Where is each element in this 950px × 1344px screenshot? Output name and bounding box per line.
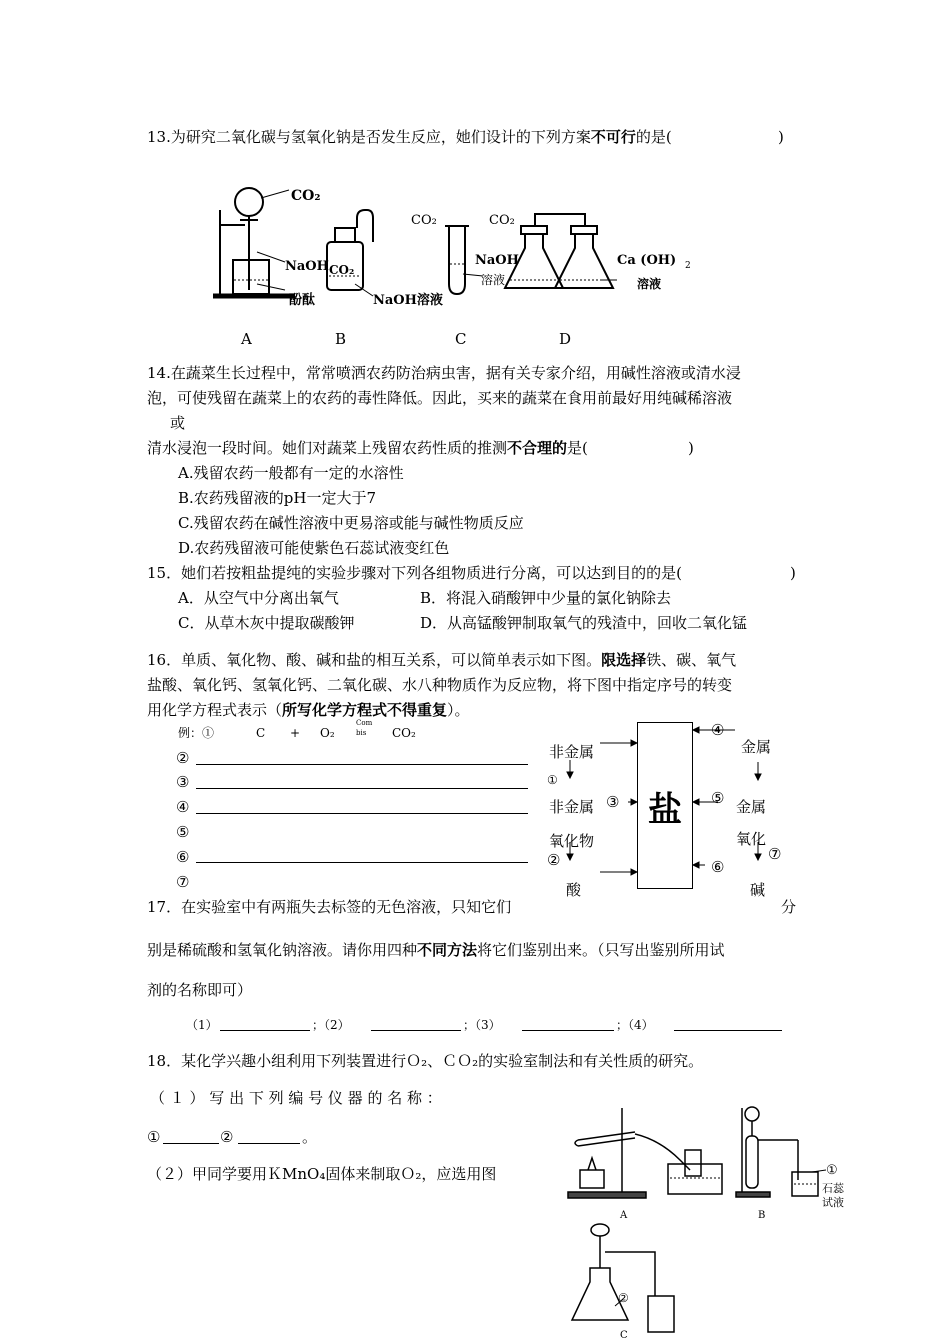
q17-answer-line-2[interactable] <box>371 1030 461 1031</box>
q13-close-paren: ) <box>778 128 784 146</box>
q16-nonmetal-oxide-label-b: 氧化物 <box>549 832 595 850</box>
q17-line1: 17．在实验室中有两瓶失去标签的无色溶液，只知它们 <box>147 898 512 916</box>
q14-option-b: B.农药残留液的pH一定大于7 <box>178 489 377 507</box>
q18-answer-line-2[interactable] <box>238 1143 300 1144</box>
q14-line3: 或 <box>170 414 186 432</box>
q16-metal-oxide-label-b: 氧化 <box>736 830 767 848</box>
q13-co2-c-label: CO₂ <box>411 213 437 228</box>
q16-blank-label-3: ③ <box>176 773 190 791</box>
q16-step-6-label: ⑥ <box>711 858 725 876</box>
q18-figure-litmus-label-2: 试液 <box>822 1196 844 1209</box>
q16-blank-label-7: ⑦ <box>176 873 190 891</box>
q16-example-co2: CO₂ <box>392 726 416 740</box>
q16-step-3-label: ③ <box>606 793 620 811</box>
q16-step-5-label: ⑤ <box>711 789 725 807</box>
q16-answer-line-4[interactable] <box>196 813 528 814</box>
q16-acid-label: 酸 <box>566 881 582 899</box>
q18-answer-line-1[interactable] <box>163 1143 219 1144</box>
q15-option-d: D．从高锰酸钾制取氧气的残渣中，回收二氧化锰 <box>420 614 748 632</box>
q13-co2-d-label: CO₂ <box>489 213 515 228</box>
q18-figure-label-a: A <box>620 1210 628 1221</box>
q16-step-7-label: ⑦ <box>768 845 782 863</box>
q17-line1-end: 分 <box>781 898 797 916</box>
q18-figure-litmus-label-1: 石蕊 <box>822 1182 844 1195</box>
q13-phenolphthalein-label: 酚酞 <box>289 293 316 308</box>
q17-answer-label-1: （1） <box>186 1018 218 1032</box>
q13-apparatus-figure <box>205 180 705 350</box>
q13-co2-a-label: CO₂ <box>291 188 321 204</box>
q16-metal-oxide-label-a: 金属 <box>736 798 767 816</box>
q13-option-b-label: B <box>335 330 347 348</box>
q18-sub1: （ １ ） 写 出 下 列 编 号 仪 器 的 名 称 ： <box>150 1089 442 1107</box>
q15-stem: 15．她们若按粗盐提纯的实验步骤对下列各组物质进行分离，可以达到目的的是( <box>147 564 682 582</box>
q13-option-c-label: C <box>455 330 467 348</box>
q15-option-a: A．从空气中分离出氧气 <box>178 589 339 607</box>
q13-naoh-solution-b-label: NaOH溶液 <box>373 293 443 308</box>
q13-caoh2-subscript: 2 <box>685 261 691 271</box>
q16-blank-label-4: ④ <box>176 798 190 816</box>
q16-blank-label-2: ② <box>176 749 190 767</box>
q17-answer-label-3: ；（3） <box>463 1018 501 1032</box>
q13-caoh2-label: Ca (OH) <box>617 253 677 268</box>
q14-close-paren: ) <box>688 439 694 457</box>
q16-nonmetal-label: 非金属 <box>549 743 595 761</box>
q16-nonmetal-oxide-label-a: 非金属 <box>549 798 595 816</box>
q15-option-c: C．从草木灰中提取碳酸钾 <box>178 614 355 632</box>
q17-line2: 别是稀硫酸和氢氧化钠溶液。请你用四种不同方法将它们鉴别出来。（只写出鉴别所用试 <box>147 941 725 959</box>
q16-blank-label-6: ⑥ <box>176 848 190 866</box>
q16-metal-label: 金属 <box>741 738 772 756</box>
q16-blank-label-5: ⑤ <box>176 823 190 841</box>
q16-answer-line-2[interactable] <box>196 764 528 765</box>
q16-step-2-label: ② <box>547 851 561 869</box>
q16-line3: 用化学方程式表示（所写化学方程式不得重复）。 <box>147 701 470 719</box>
q18-apparatus-figure <box>560 1100 850 1340</box>
q17-answer-label-4: ；（4） <box>616 1018 654 1032</box>
q13-stem: 13.为研究二氧化碳与氢氧化钠是否发生反应，她们设计的下列方案不可行的是( <box>147 128 672 146</box>
q18-figure-label-n2: ② <box>618 1291 629 1305</box>
q17-answer-label-2: ；（2） <box>312 1018 350 1032</box>
q14-line1: 14.在蔬菜生长过程中，常常喷洒农药防治病虫害，据有关专家介绍，用碱性溶液或清水浸 <box>147 364 741 382</box>
q16-line2: 盐酸、氧化钙、氢氧化钙、二氧化碳、水八种物质作为反应物，将下图中指定序号的转变 <box>147 676 733 694</box>
q14-line2: 泡，可使残留在蔬菜上的农药的毒性降低。因此，买来的蔬菜在食用前最好用纯碱稀溶液 <box>147 389 733 407</box>
q16-step-1-label: ① <box>547 773 558 787</box>
q17-answer-line-1[interactable] <box>220 1030 310 1031</box>
q16-example-o2: O₂ <box>320 726 335 740</box>
q16-answer-line-3[interactable] <box>196 788 528 789</box>
q18-sub1-end: 。 <box>302 1128 318 1146</box>
q18-figure-label-b: B <box>758 1210 766 1221</box>
q14-line4: 清水浸泡一段时间。她们对蔬菜上残留农药性质的推测不合理的是( <box>147 439 588 457</box>
q16-example-condition-top: Com <box>356 719 373 727</box>
q16-salt-label: 盐 <box>648 790 682 830</box>
q18-blank-label-1: ① <box>147 1128 161 1146</box>
q13-co2-b-label: CO₂ <box>329 263 355 277</box>
q16-step-4-label: ④ <box>711 721 725 739</box>
q16-example-prefix: 例：① <box>178 726 215 740</box>
q13-solution-c-label: 溶液 <box>481 273 506 287</box>
q18-figure-label-c: C <box>620 1330 628 1340</box>
q16-example-c: C <box>256 726 266 740</box>
q16-example-condition-bottom: bis <box>356 729 367 737</box>
q13-option-a-label: A <box>241 330 252 348</box>
q13-solution-d-label: 溶液 <box>637 277 662 291</box>
q16-example-plus: + <box>290 726 301 740</box>
q17-line3: 剂的名称即可） <box>147 981 253 999</box>
q16-answer-line-6[interactable] <box>196 862 528 863</box>
q16-base-label: 碱 <box>750 881 766 899</box>
q16-line1: 16．单质、氧化物、酸、碱和盐的相互关系，可以简单表示如下图。限选择铁、碳、氧气 <box>147 651 737 669</box>
q18-stem: 18．某化学兴趣小组利用下列装置进行Ｏ₂、ＣＯ₂的实验室制法和有关性质的研究。 <box>147 1052 704 1070</box>
q18-figure-label-n1: ① <box>826 1163 838 1178</box>
q15-option-b: B．将混入硝酸钾中少量的氯化钠除去 <box>420 589 672 607</box>
q17-answer-line-4[interactable] <box>674 1030 782 1031</box>
q14-option-d: D.农药残留液可能使紫色石蕊试液变红色 <box>178 539 450 557</box>
q13-naoh-c-label: NaOH <box>475 253 519 268</box>
q17-answer-line-3[interactable] <box>522 1030 614 1031</box>
q18-blank-label-2: ② <box>220 1128 234 1146</box>
q15-close-paren: ) <box>790 564 796 582</box>
q14-option-a: A.残留农药一般都有一定的水溶性 <box>178 464 404 482</box>
q14-option-c: C.残留农药在碱性溶液中更易溶或能与碱性物质反应 <box>178 514 524 532</box>
q13-option-d-label: D <box>559 330 572 348</box>
q18-sub2: （２）甲同学要用ＫMnO₄固体来制取Ｏ₂，应选用图 <box>147 1165 497 1183</box>
q13-naoh-a-label: NaOH <box>285 259 329 274</box>
